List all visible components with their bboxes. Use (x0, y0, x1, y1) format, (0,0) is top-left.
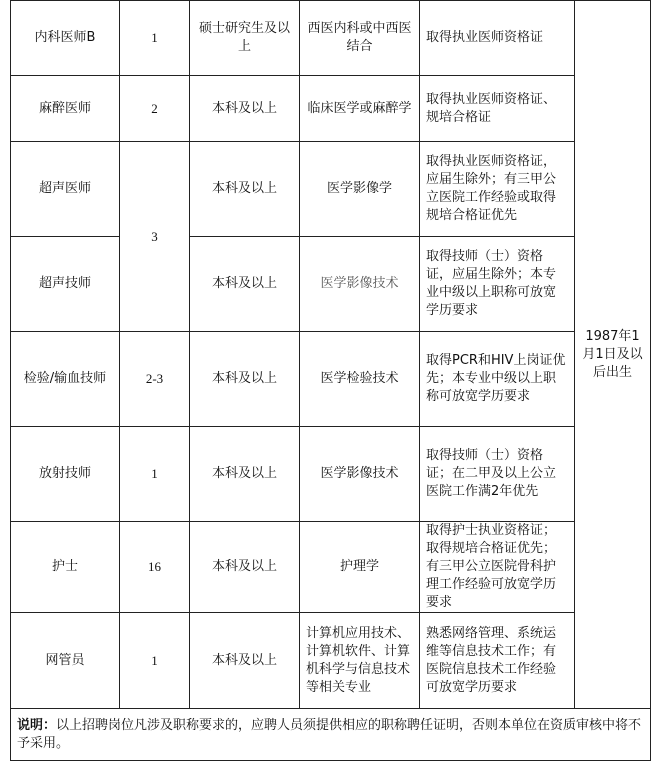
position-cell: 麻醉医师 (11, 76, 120, 142)
count-cell: 1 (120, 1, 190, 76)
major-text: 医学影像技术 (320, 276, 399, 291)
position-cell: 护士 (11, 522, 120, 613)
table-row (11, 76, 651, 142)
count-cell: 3 (120, 142, 190, 332)
requirement-cell: 取得执业医师资格证 (420, 1, 575, 76)
major-cell: 医学影像技术 (300, 427, 420, 522)
table-row (11, 522, 651, 613)
requirement-cell: 取得执业医师资格证、规培合格证 (420, 76, 575, 142)
table-row (11, 237, 651, 332)
requirement-cell: 取得技师（士）资格证，应届生除外；本专业中级以上职称可放宽学历要求 (420, 237, 575, 332)
count-cell: 1 (120, 613, 190, 709)
major-cell: 医学检验技术 (300, 332, 420, 427)
education-cell: 本科及以上 (190, 427, 300, 522)
major-cell: 临床医学或麻醉学 (300, 76, 420, 142)
position-cell: 超声医师 (11, 142, 120, 237)
note-row (11, 709, 651, 761)
table-row (11, 142, 651, 237)
count-cell: 2 (120, 76, 190, 142)
education-cell: 本科及以上 (190, 76, 300, 142)
major-cell: 计算机应用技术、计算机软件、计算机科学与信息技术等相关专业 (300, 613, 420, 709)
table-row (11, 427, 651, 522)
requirement-cell: 取得执业医师资格证，应届生除外；有三甲公立医院工作经验或取得规培合格证优先 (420, 142, 575, 237)
recruitment-table (10, 0, 651, 761)
education-cell: 本科及以上 (190, 522, 300, 613)
position-cell: 网管员 (11, 613, 120, 709)
note-cell (11, 709, 651, 761)
requirement-cell: 取得PCR和HIV上岗证优先；本专业中级以上职称可放宽学历要求 (420, 332, 575, 427)
table-row (11, 332, 651, 427)
position-cell: 内科医师B (11, 1, 120, 76)
major-cell: 护理学 (300, 522, 420, 613)
count-cell: 16 (120, 522, 190, 613)
education-cell: 本科及以上 (190, 142, 300, 237)
count-cell: 1 (120, 427, 190, 522)
requirement-cell: 取得护士执业资格证；取得规培合格证优先；有三甲公立医院骨科护理工作经验可放宽学历要求 (420, 522, 575, 613)
note-label: 说明： (17, 717, 57, 733)
note-text: 以上招聘岗位凡涉及职称要求的，应聘人员须提供相应的职称聘任证明，否则本单位在资质审核中将不予采用。 (17, 717, 642, 751)
count-cell: 2-3 (120, 332, 190, 427)
education-cell: 本科及以上 (190, 237, 300, 332)
major-cell (300, 237, 420, 332)
major-cell: 医学影像学 (300, 142, 420, 237)
major-cell: 西医内科或中西医结合 (300, 1, 420, 76)
position-cell: 超声技师 (11, 237, 120, 332)
requirement-cell: 熟悉网络管理、系统运维等信息技术工作；有医院信息技术工作经验可放宽学历要求 (420, 613, 575, 709)
education-cell: 本科及以上 (190, 613, 300, 709)
position-cell: 放射技师 (11, 427, 120, 522)
table-row (11, 613, 651, 709)
education-cell: 硕士研究生及以上 (190, 1, 300, 76)
table-row (11, 1, 651, 76)
education-cell: 本科及以上 (190, 332, 300, 427)
position-cell: 检验/输血技师 (11, 332, 120, 427)
requirement-cell: 取得技师（士）资格证；在二甲及以上公立医院工作满2年优先 (420, 427, 575, 522)
age-requirement-cell: 1987年1月1日及以后出生 (575, 1, 651, 709)
